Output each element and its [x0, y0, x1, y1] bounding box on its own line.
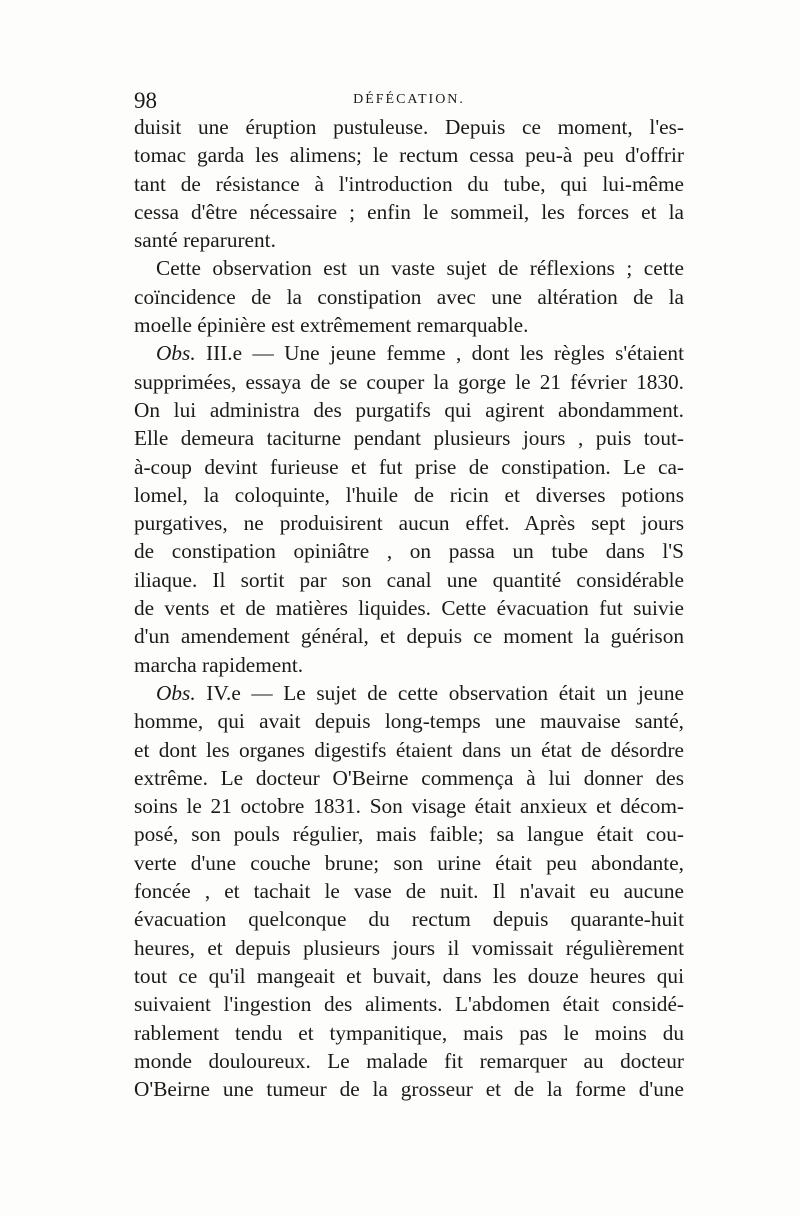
- text-line: marcha rapidement.: [134, 652, 304, 677]
- text-line: rablement tendu et tympanitique, mais pas le moins du: [134, 1020, 684, 1045]
- text-line: Cette observation est un vaste sujet de réflexions ; cette: [156, 256, 684, 281]
- text-line: lomel, la coloquinte, l'huile de ricin et diverses potions: [134, 482, 684, 507]
- text-line: soins le 21 octobre 1831. Son visage était anxieux et décom-: [134, 794, 684, 819]
- text-line: duisit une éruption pustuleuse. Depuis ce moment, l'es-: [134, 115, 684, 139]
- text-line: verte d'une couche brune; son urine était peu abondante,: [134, 850, 684, 875]
- text-line: santé reparurent.: [134, 228, 276, 253]
- text-line: de vents et de matières liquides. Cette évacuation fut suivie: [134, 596, 684, 621]
- text-line: tant de résistance à l'introduction du tube, qui lui-même: [134, 171, 684, 196]
- text-line: et dont les organes digestifs étaient dans un état de désordre: [134, 737, 684, 762]
- text-line: heures, et depuis plusieurs jours il vomissait régulièrement: [134, 935, 684, 960]
- page-number: 98: [134, 88, 157, 113]
- text-line: cessa d'être nécessaire ; enfin le sommeil, les forces et la: [134, 199, 684, 224]
- observation-heading-line: [134, 679, 684, 707]
- text-line: O'Beirne une tumeur de la grosseur et de la forme d'une: [134, 1077, 684, 1102]
- running-title: DÉFÉCATION.: [353, 92, 465, 107]
- text-line: Elle demeura taciturne pendant plusieurs jours , puis tout-: [134, 426, 684, 451]
- observation-text: III.e — Une jeune femme , dont les règles s'étaient: [206, 341, 684, 366]
- text-line: à-coup devint furieuse et fut prise de constipation. Le ca-: [134, 454, 684, 479]
- text-line: coïncidence de la constipation avec une altération de la: [134, 284, 684, 309]
- text-line: moelle épinière est extrêmement remarquable.: [134, 313, 529, 338]
- text-line: tomac garda les alimens; le rectum cessa peu-à peu d'offrir: [134, 143, 684, 168]
- text-line: tout ce qu'il mangeait et buvait, dans les douze heures qui: [134, 963, 684, 988]
- observation-label: Obs.: [156, 341, 196, 366]
- text-line: de constipation opiniâtre , on passa un tube dans l'S: [134, 539, 684, 564]
- text-line: purgatives, ne produisirent aucun effet. Après sept jours: [134, 511, 684, 536]
- text-line: suivaient l'ingestion des aliments. L'abdomen était considé-: [134, 992, 684, 1017]
- text-line: foncée , et tachait le vase de nuit. Il n'avait eu aucune: [134, 879, 684, 904]
- text-line: d'un amendement général, et depuis ce moment la guérison: [134, 624, 684, 649]
- text-line: supprimées, essaya de se couper la gorge le 21 février 1830.: [134, 369, 684, 394]
- text-line: On lui administra des purgatifs qui agirent abondamment.: [134, 397, 684, 422]
- text-line: monde douloureux. Le malade fit remarquer au docteur: [134, 1048, 684, 1073]
- body-text: [134, 113, 684, 1103]
- observation-heading-line: [134, 339, 684, 367]
- text-line: homme, qui avait depuis long-temps une mauvaise santé,: [134, 709, 684, 734]
- text-line: extrême. Le docteur O'Beirne commença à lui donner des: [134, 765, 684, 790]
- text-line: évacuation quelconque du rectum depuis quarante-huit: [134, 907, 684, 932]
- observation-label: Obs.: [156, 680, 196, 705]
- observation-text: IV.e — Le sujet de cette observation était un jeune: [206, 680, 684, 705]
- text-line: iliaque. Il sortit par son canal une quantité considérable: [134, 567, 684, 592]
- text-line: posé, son pouls régulier, mais faible; sa langue était cou-: [134, 822, 684, 847]
